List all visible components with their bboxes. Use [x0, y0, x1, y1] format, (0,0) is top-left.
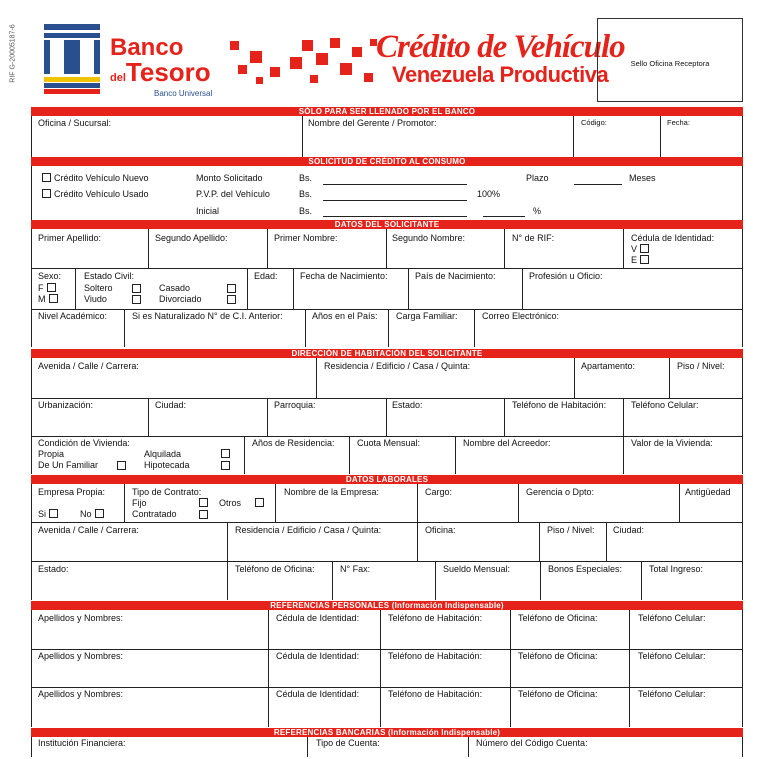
id-e-option[interactable]: E	[631, 255, 652, 265]
birthdate-label: Fecha de Nacimiento:	[300, 271, 388, 281]
manager-label: Nombre del Gerente / Promotor:	[308, 118, 437, 128]
ref3-office-phone-label: Teléfono de Oficina:	[518, 689, 598, 699]
last-name-1-label: Primer Apellido:	[38, 233, 102, 243]
id-v-option[interactable]: V	[631, 244, 652, 254]
married-option[interactable]: Casado	[159, 283, 191, 293]
ref1-cell-label: Teléfono Celular:	[638, 613, 706, 623]
new-vehicle-checkbox[interactable]	[42, 173, 51, 182]
account-type-label: Tipo de Cuenta:	[316, 738, 380, 748]
family-option[interactable]: De Un Familiar	[38, 460, 99, 470]
credit-form	[31, 107, 743, 757]
work-residence-label: Residencia / Edificio / Casa / Quinta:	[235, 525, 382, 535]
sex-m-option[interactable]: M	[38, 294, 61, 304]
home-city-label: Ciudad:	[155, 400, 187, 410]
rif-label: N° de RIF:	[512, 233, 555, 243]
age-label: Edad:	[254, 271, 278, 281]
last-name-2-label: Segundo Apellido:	[155, 233, 228, 243]
home-value-label: Valor de la Vivienda:	[631, 438, 713, 448]
initial-percent-field[interactable]	[483, 216, 525, 217]
sex-f-option[interactable]: F	[38, 283, 59, 293]
id-v-checkbox[interactable]	[640, 244, 649, 253]
home-phone-label: Teléfono de Habitación:	[512, 400, 607, 410]
rif-vertical: RIF G-20005187-6	[9, 24, 17, 83]
own-company-label: Empresa Propia:	[38, 487, 106, 497]
institution-label: Institución Financiera:	[38, 738, 126, 748]
ref3-id-label: Cédula de Identidad:	[276, 689, 360, 699]
hundred-percent: 100%	[477, 189, 501, 199]
civil-label: Estado Civil:	[84, 271, 135, 281]
section-applicant: DATOS DEL SOLICITANTE	[31, 220, 743, 229]
profession-label: Profesión u Oficio:	[529, 271, 603, 281]
section-address: DIRECCIÓN DE HABITACIÓN DEL SOLICITANTE	[31, 349, 743, 358]
years-country-label: Años en el País:	[312, 311, 378, 321]
work-city-label: Ciudad:	[613, 525, 645, 535]
used-vehicle-checkbox[interactable]	[42, 189, 51, 198]
stamp-box: Sello Oficina Receptora	[597, 18, 743, 102]
id-label: Cédula de Identidad:	[631, 233, 715, 243]
monthly-fee-label: Cuota Mensual:	[357, 438, 421, 448]
seniority-label: Antigüedad	[685, 487, 731, 497]
mortgaged-option[interactable]: Hipotecada	[144, 460, 190, 470]
widowed-checkbox[interactable]	[132, 295, 141, 304]
pvp-label: P.V.P. del Vehículo	[196, 189, 270, 199]
ref1-id-label: Cédula de Identidad:	[276, 613, 360, 623]
contracted-checkbox[interactable]	[199, 510, 208, 519]
others-checkbox[interactable]	[255, 498, 264, 507]
sex-label: Sexo:	[38, 271, 62, 281]
birthcountry-label: País de Nacimiento:	[415, 271, 496, 281]
company-label: Nombre de la Empresa:	[284, 487, 380, 497]
divorced-option[interactable]: Divorciado	[159, 294, 202, 304]
ref1-office-phone-label: Teléfono de Oficina:	[518, 613, 598, 623]
cell-phone-label: Teléfono Celular:	[631, 400, 699, 410]
total-income-label: Total Ingreso:	[649, 564, 704, 574]
initial-label: Inicial	[196, 206, 220, 216]
contract-label: Tipo de Contrato:	[132, 487, 202, 497]
amount-field[interactable]	[323, 184, 467, 185]
section-credit-request: SOLICITUD DE CRÉDITO AL CONSUMO	[31, 157, 743, 166]
apartment-label: Apartamento:	[581, 361, 636, 371]
ref2-home-phone-label: Teléfono de Habitación:	[388, 651, 483, 661]
home-floor-label: Piso / Nivel:	[677, 361, 725, 371]
term-field[interactable]	[574, 184, 622, 185]
naturalized-label: Si es Naturalizado N° de C.I. Anterior:	[132, 311, 283, 321]
fax-label: N° Fax:	[340, 564, 371, 574]
ref3-home-phone-label: Teléfono de Habitación:	[388, 689, 483, 699]
home-residence-label: Residencia / Edificio / Casa / Quinta:	[324, 361, 471, 371]
work-avenue-label: Avenida / Calle / Carrera:	[38, 525, 139, 535]
work-phone-label: Teléfono de Oficina:	[235, 564, 315, 574]
fixed-option[interactable]: Fijo	[132, 498, 147, 508]
own-company-yes-checkbox[interactable]	[49, 509, 58, 518]
ref2-id-label: Cédula de Identidad:	[276, 651, 360, 661]
bs-label-2: Bs.	[299, 189, 313, 199]
form-title: Crédito de Vehículo Venezuela Productiva	[376, 29, 625, 87]
own-company-no[interactable]: No	[80, 509, 107, 519]
rented-checkbox[interactable]	[221, 449, 230, 458]
fixed-checkbox[interactable]	[199, 498, 208, 507]
first-name-1-label: Primer Nombre:	[274, 233, 338, 243]
family-load-label: Carga Familiar:	[396, 311, 458, 321]
initial-field[interactable]	[323, 216, 467, 217]
section-bank-only: SÓLO PARA SER LLENADO POR EL BANCO	[31, 107, 743, 116]
pvp-field[interactable]	[323, 200, 467, 201]
own-option[interactable]: Propia	[38, 449, 65, 459]
salary-label: Sueldo Mensual:	[443, 564, 511, 574]
home-avenue-label: Avenida / Calle / Carrera:	[38, 361, 139, 371]
account-number-label: Número del Código Cuenta:	[476, 738, 588, 748]
urbanization-label: Urbanización:	[38, 400, 94, 410]
date-label: Fecha:	[667, 118, 690, 127]
new-vehicle-option[interactable]: Crédito Vehículo Nuevo	[39, 173, 149, 183]
others-option[interactable]: Otros	[219, 498, 242, 508]
parish-label: Parroquia:	[274, 400, 316, 410]
code-label: Código:	[581, 118, 607, 127]
work-floor-label: Piso / Nivel:	[547, 525, 595, 535]
divorced-checkbox[interactable]	[227, 295, 236, 304]
section-bank-refs: REFERENCIAS BANCARIAS (Información Indispensable)	[31, 728, 743, 737]
home-state-label: Estado:	[392, 400, 423, 410]
contracted-option[interactable]: Contratado	[132, 509, 177, 519]
ref3-name-label: Apellidos y Nombres:	[38, 689, 124, 699]
creditor-label: Nombre del Acreedor:	[463, 438, 551, 448]
ref3-cell-label: Teléfono Celular:	[638, 689, 706, 699]
percent-label: %	[533, 206, 542, 216]
id-e-checkbox[interactable]	[640, 255, 649, 264]
months-label: Meses	[629, 173, 656, 183]
work-state-label: Estado:	[38, 564, 69, 574]
work-office-label: Oficina:	[425, 525, 456, 535]
mortgaged-checkbox[interactable]	[221, 461, 230, 470]
first-name-2-label: Segundo Nombre:	[392, 233, 466, 243]
rented-option[interactable]: Alquilada	[144, 449, 182, 459]
ref2-office-phone-label: Teléfono de Oficina:	[518, 651, 598, 661]
section-labor: DATOS LABORALES	[31, 475, 743, 484]
office-label: Oficina / Sucursal:	[38, 118, 112, 128]
single-checkbox[interactable]	[132, 284, 141, 293]
department-label: Gerencia o Dpto:	[526, 487, 595, 497]
decorative-squares	[230, 35, 380, 90]
section-personal-refs: REFERENCIAS PERSONALES (Información Indispensable)	[31, 601, 743, 610]
term-label: Plazo	[526, 173, 549, 183]
sex-f-checkbox[interactable]	[47, 283, 56, 292]
housing-label: Condición de Vivienda:	[38, 438, 130, 448]
used-vehicle-option[interactable]: Crédito Vehículo Usado	[39, 189, 149, 199]
position-label: Cargo:	[425, 487, 453, 497]
ref2-cell-label: Teléfono Celular:	[638, 651, 706, 661]
email-label: Correo Electrónico:	[482, 311, 560, 321]
bank-logo	[40, 24, 105, 96]
own-company-yes[interactable]: Si	[38, 509, 61, 519]
married-checkbox[interactable]	[227, 284, 236, 293]
single-option[interactable]: Soltero	[84, 283, 113, 293]
own-company-no-checkbox[interactable]	[95, 509, 104, 518]
sex-m-checkbox[interactable]	[49, 294, 58, 303]
bs-label-1: Bs.	[299, 173, 313, 183]
ref1-home-phone-label: Teléfono de Habitación:	[388, 613, 483, 623]
widowed-option[interactable]: Viudo	[84, 294, 107, 304]
family-checkbox[interactable]	[117, 461, 126, 470]
bank-name: Banco delTesoro Banco Universal	[110, 34, 213, 98]
ref2-name-label: Apellidos y Nombres:	[38, 651, 124, 661]
bs-label-3: Bs.	[299, 206, 313, 216]
amount-label: Monto Solicitado	[196, 173, 263, 183]
academic-label: Nivel Académico:	[38, 311, 108, 321]
bonus-label: Bonos Especiales:	[548, 564, 623, 574]
years-residence-label: Años de Residencia:	[252, 438, 335, 448]
ref1-name-label: Apellidos y Nombres:	[38, 613, 124, 623]
